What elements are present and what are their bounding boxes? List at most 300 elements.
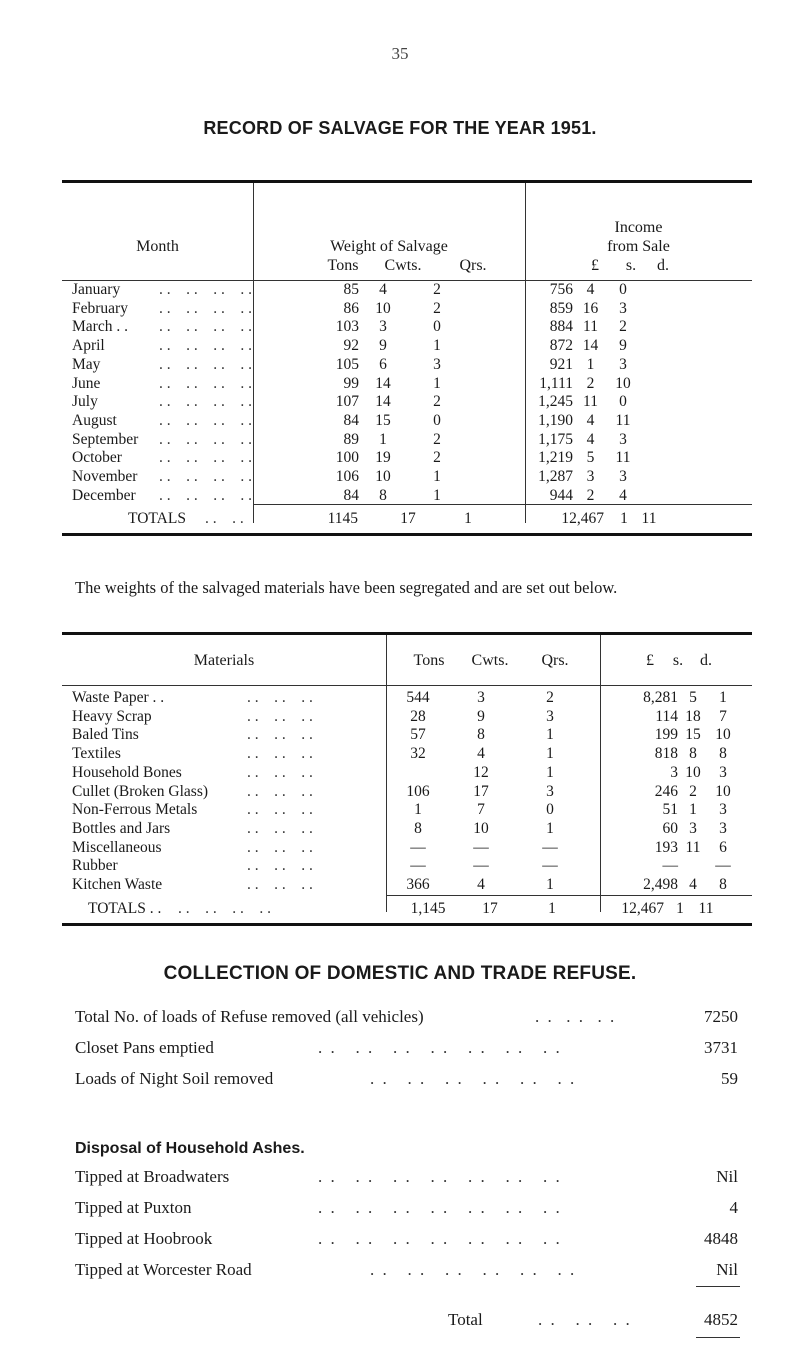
qrs-value: 2	[433, 299, 441, 317]
materials-header-d: d.	[700, 652, 712, 669]
header-qrs: Qrs.	[459, 257, 487, 274]
materials-totals-label: TOTALS . .	[88, 900, 162, 917]
materials-totals-cwts: 17	[482, 900, 498, 917]
header-income-1: Income	[614, 219, 663, 236]
cwts-value: 17	[473, 782, 489, 800]
ashes-total-label: Total	[448, 1310, 483, 1329]
materials-totals-qrs: 1	[548, 900, 556, 917]
ashes-line-worcester: Tipped at Worcester Road	[75, 1260, 252, 1279]
shillings-value: 1	[586, 355, 595, 373]
material-label: Bottles and Jars . . . . . .	[72, 819, 313, 837]
leader-dots: . . . . . . . .	[159, 449, 252, 467]
spacer	[738, 708, 752, 727]
ashes-line-puxton-dots: . . . . . . . . . . . . . .	[318, 1198, 562, 1217]
leader-dots: . . . . . . . .	[159, 468, 252, 486]
pounds-value: 1,175	[538, 430, 573, 448]
salvage-totals-qrs: 1	[464, 510, 472, 527]
qrs-value: 1	[546, 819, 554, 837]
pounds-value: 1,245	[538, 393, 573, 411]
ashes-value-worcester: Nil	[716, 1260, 738, 1279]
table-row	[72, 375, 752, 394]
pence-value: 10	[715, 726, 731, 744]
leader-dots: . . . . . .	[247, 838, 313, 856]
leader-dots: . . . . . . . .	[159, 355, 252, 373]
qrs-value: 1	[546, 876, 554, 894]
leader-dots: . . . . . . . .	[159, 299, 252, 317]
ashes-total-rule	[696, 1286, 740, 1287]
leader-dots: . . . . . .	[247, 801, 313, 819]
pence-value: 11	[615, 449, 631, 467]
shillings-value: 5	[586, 449, 595, 467]
materials-totals-d: 11	[698, 900, 714, 917]
spacer	[638, 449, 752, 468]
materials-header-pounds: £	[646, 652, 654, 669]
leader-dots: . . . . . . . .	[159, 486, 252, 504]
ashes-title: Disposal of Household Ashes.	[75, 1140, 305, 1157]
salvage-totals-label: TOTALS	[128, 510, 186, 527]
cwts-value: 9	[379, 337, 387, 355]
month-label: June . . . . . . . .	[72, 374, 252, 392]
spacer	[638, 431, 752, 450]
ashes-total-underline	[696, 1337, 740, 1338]
cwts-value: 14	[375, 393, 391, 411]
pounds-value: 944	[549, 486, 573, 504]
table-row	[72, 300, 752, 319]
pence-value: 3	[719, 819, 727, 837]
tons-value: 8	[414, 819, 422, 837]
pence-value: 0	[619, 281, 627, 298]
materials-totals-s: 1	[676, 900, 684, 917]
materials-totals-dots: . . . . . . . .	[178, 900, 271, 917]
tons-value: 86	[343, 299, 359, 317]
pence-value: 10	[715, 782, 731, 800]
pence-value: 6	[719, 838, 727, 856]
salvage-totals-s: 1	[620, 510, 628, 527]
table-row	[72, 839, 752, 858]
pence-value: 11	[615, 411, 631, 429]
cwts-value: 15	[375, 411, 391, 429]
month-label: March . . . . . . . . . .	[72, 318, 252, 336]
pence-value: 3	[619, 355, 627, 373]
intro-paragraph: The weights of the salvaged materials have been segregated and are set out below.	[75, 578, 618, 597]
tons-value: 28	[410, 707, 426, 725]
material-label: Cullet (Broken Glass) . . . . . .	[72, 782, 313, 800]
tons-value: —	[410, 857, 426, 875]
qrs-value: 3	[433, 355, 441, 373]
materials-header-s: s.	[672, 652, 684, 669]
shillings-value: 3	[689, 819, 697, 837]
shillings-value: 15	[685, 726, 701, 744]
tons-value: 85	[343, 281, 359, 298]
shillings-value: 11	[583, 393, 598, 411]
spacer	[638, 356, 752, 375]
shillings-value: 1	[689, 801, 697, 819]
materials-header-materials: Materials	[193, 652, 255, 669]
leader-dots: . . . . . . . .	[159, 393, 252, 411]
cwts-value: 6	[379, 355, 387, 373]
leader-dots: . . . . . . . .	[159, 411, 252, 429]
shillings-value: 14	[582, 337, 599, 355]
header-cwts: Cwts.	[384, 257, 422, 274]
table-row	[72, 764, 752, 783]
pence-value: 3	[719, 801, 727, 819]
qrs-value: 0	[433, 411, 441, 429]
shillings-value: 10	[685, 763, 701, 781]
spacer	[738, 801, 752, 820]
shillings-value: 4	[586, 430, 595, 448]
shillings-value: 11	[685, 838, 701, 856]
spacer	[638, 281, 752, 300]
pounds-value: 884	[549, 318, 573, 336]
pounds-value: 1,190	[538, 411, 573, 429]
spacer	[638, 412, 752, 431]
pence-value: 3	[719, 763, 727, 781]
cwts-value: —	[473, 838, 489, 856]
spacer	[738, 839, 752, 858]
pounds-value: —	[662, 857, 678, 875]
materials-header-cwts: Cwts.	[471, 652, 509, 669]
cwts-value: 19	[375, 449, 391, 467]
pounds-value: 51	[662, 801, 678, 819]
month-label: August . . . . . . . .	[72, 411, 252, 429]
salvage-top-rule	[62, 180, 752, 183]
spacer	[738, 764, 752, 783]
table-row	[72, 449, 752, 468]
cwts-value: 10	[375, 299, 391, 317]
refuse-line-loads-dots: . . . . . .	[535, 1007, 617, 1026]
pence-value: 2	[619, 318, 627, 336]
qrs-value: 2	[433, 393, 441, 411]
month-label: July . . . . . . . .	[72, 393, 252, 411]
qrs-value: 3	[546, 782, 554, 800]
qrs-value: 0	[433, 318, 441, 336]
material-label: Kitchen Waste . . . . . .	[72, 876, 313, 894]
tons-value: 107	[335, 393, 359, 411]
qrs-value: —	[542, 857, 558, 875]
ashes-value-puxton: 4	[729, 1198, 738, 1217]
materials-table	[72, 689, 752, 895]
refuse-value-loads: 7250	[704, 1007, 738, 1026]
shillings-value: 2	[689, 782, 697, 800]
leader-dots: . . . . . .	[247, 689, 313, 706]
spacer	[638, 487, 752, 506]
table-row	[72, 783, 752, 802]
pounds-value: 60	[662, 819, 678, 837]
leader-dots: . . . . . . . .	[159, 281, 252, 298]
month-label: January . . . . . . . .	[72, 281, 252, 298]
qrs-value: 1	[546, 745, 554, 763]
salvage-bottom-rule	[62, 533, 752, 536]
ashes-line-broadwaters: Tipped at Broadwaters	[75, 1167, 230, 1186]
cwts-value: —	[473, 857, 489, 875]
table-row	[72, 801, 752, 820]
header-pence: d.	[657, 257, 669, 274]
header-income-2: from Sale	[607, 238, 670, 255]
cwts-value: 1	[379, 430, 387, 448]
month-label: September . . . . . . . .	[72, 430, 252, 448]
month-label: April . . . . . . . .	[72, 337, 252, 355]
pence-value: 3	[619, 468, 627, 486]
salvage-totals-dots: . . . .	[205, 510, 244, 527]
month-label: November . . . . . . . .	[72, 468, 252, 486]
refuse-value-closet: 3731	[704, 1038, 738, 1057]
material-label: Textiles . . . . . .	[72, 745, 313, 763]
spacer	[738, 745, 752, 764]
table-row	[72, 745, 752, 764]
materials-top-rule	[62, 632, 752, 635]
materials-totals-pounds: 12,467	[621, 900, 664, 917]
table-row	[72, 412, 752, 431]
material-label: Rubber . . . . . .	[72, 857, 313, 875]
shillings-value: 8	[689, 745, 697, 763]
table-row	[72, 689, 752, 708]
leader-dots: . . . . . . . .	[159, 430, 252, 448]
materials-bottom-rule	[62, 923, 752, 926]
pounds-value: 859	[549, 299, 573, 317]
page-number: 35	[391, 44, 409, 63]
spacer	[638, 337, 752, 356]
material-label: Baled Tins . . . . . .	[72, 726, 313, 744]
tons-value: 1	[414, 801, 422, 819]
salvage-total-rule-weight	[253, 504, 525, 505]
header-shillings: s.	[625, 257, 637, 274]
shillings-value: 18	[685, 707, 701, 725]
refuse-line-closet-dots: . . . . . . . . . . . . . .	[318, 1038, 562, 1057]
tons-value: 544	[406, 689, 430, 706]
tons-value: 99	[343, 374, 359, 392]
salvage-total-rule-income	[525, 504, 752, 505]
tons-value: —	[410, 838, 426, 856]
pounds-value: 1,219	[538, 449, 573, 467]
salvage-title: RECORD OF SALVAGE FOR THE YEAR 1951.	[203, 118, 597, 138]
qrs-value: 1	[433, 337, 441, 355]
pence-value: 8	[719, 876, 727, 894]
material-label: Heavy Scrap . . . . . .	[72, 707, 313, 725]
spacer	[738, 857, 752, 876]
refuse-line-closet: Closet Pans emptied	[75, 1038, 214, 1057]
materials-header-qrs: Qrs.	[541, 652, 569, 669]
pence-value: 1	[719, 689, 727, 706]
cwts-value: 14	[375, 374, 391, 392]
qrs-value: 1	[433, 468, 441, 486]
table-row	[72, 820, 752, 839]
salvage-table	[72, 281, 752, 505]
shillings-value: 16	[582, 299, 599, 317]
pounds-value: 193	[654, 838, 678, 856]
table-row	[72, 281, 752, 300]
month-label: October . . . . . . . .	[72, 449, 252, 467]
pounds-value: 246	[654, 782, 678, 800]
spacer	[738, 726, 752, 745]
qrs-value: 2	[433, 449, 441, 467]
material-label: Miscellaneous . . . . . .	[72, 838, 313, 856]
spacer	[638, 300, 752, 319]
leader-dots: . . . . . .	[247, 876, 313, 894]
month-label: December . . . . . . . .	[72, 486, 252, 504]
salvage-totals-pounds: 12,467	[561, 510, 604, 527]
pounds-value: 8,281	[643, 689, 678, 706]
shillings-value: 4	[586, 411, 595, 429]
qrs-value: 0	[546, 801, 554, 819]
header-month: Month	[136, 238, 179, 255]
cwts-value: 3	[379, 318, 387, 336]
qrs-value: 1	[433, 486, 441, 504]
spacer	[638, 468, 752, 487]
spacer	[638, 318, 752, 337]
pounds-value: 872	[549, 337, 573, 355]
pounds-value: 756	[549, 281, 573, 298]
month-label: February . . . . . . . .	[72, 299, 252, 317]
pounds-value: 921	[549, 355, 573, 373]
leader-dots: . . . . . .	[247, 782, 313, 800]
qrs-value: 3	[546, 707, 554, 725]
shillings-value: 2	[586, 374, 595, 392]
table-row	[72, 337, 752, 356]
pence-value: —	[715, 857, 731, 875]
leader-dots: . . . . . .	[247, 819, 313, 837]
material-label: Household Bones . . . . . .	[72, 763, 313, 781]
qrs-value: 2	[546, 689, 554, 706]
pence-value: 3	[619, 299, 627, 317]
cwts-value: 7	[477, 801, 485, 819]
refuse-line-loads: Total No. of loads of Refuse removed (all vehicles)	[75, 1007, 424, 1026]
month-label: May . . . . . . . .	[72, 355, 252, 373]
salvage-totals-d: 11	[641, 510, 657, 527]
pence-value: 4	[619, 486, 627, 504]
leader-dots: . . . . . .	[247, 726, 313, 744]
materials-total-rule-income	[600, 895, 752, 896]
table-row	[72, 857, 752, 876]
leader-dots: . . . . . . . .	[159, 374, 252, 392]
leader-dots: . . . . . . . .	[159, 337, 252, 355]
material-label: Non-Ferrous Metals . . . . . .	[72, 801, 313, 819]
table-row	[72, 431, 752, 450]
ashes-line-hoobrook-dots: . . . . . . . . . . . . . .	[318, 1229, 562, 1248]
tons-value: 32	[410, 745, 426, 763]
table-row	[72, 726, 752, 745]
tons-value: 106	[335, 468, 359, 486]
tons-value: 103	[335, 318, 359, 336]
header-pounds: £	[591, 257, 599, 274]
pounds-value: 3	[670, 763, 678, 781]
table-row	[72, 318, 752, 337]
leader-dots: . . . . . .	[247, 745, 313, 763]
pounds-value: 114	[655, 707, 678, 725]
pence-value: 3	[619, 430, 627, 448]
materials-totals-tons: 1,145	[410, 900, 446, 917]
spacer	[738, 820, 752, 839]
pounds-value: 818	[654, 745, 678, 763]
qrs-value: 2	[433, 430, 441, 448]
shillings-value: 3	[586, 468, 595, 486]
refuse-line-nightsoil-dots: . . . . . . . . . . . .	[370, 1069, 577, 1088]
leader-dots: . . . . . .	[247, 707, 313, 725]
spacer	[638, 375, 752, 394]
tons-value: 89	[343, 430, 359, 448]
ashes-line-hoobrook: Tipped at Hoobrook	[75, 1229, 213, 1248]
cwts-value: 4	[477, 876, 485, 894]
tons-value: 92	[343, 337, 359, 355]
spacer	[738, 783, 752, 802]
spacer	[738, 876, 752, 895]
cwts-value: 4	[379, 281, 387, 298]
pence-value: 7	[719, 707, 727, 725]
materials-total-rule-weight	[386, 895, 600, 896]
cwts-value: 8	[379, 486, 387, 504]
cwts-value: 9	[477, 707, 485, 725]
tons-value: 105	[335, 355, 359, 373]
spacer	[638, 393, 752, 412]
tons-value: 100	[335, 449, 359, 467]
pounds-value: 1,111	[539, 374, 573, 392]
cwts-value: 8	[477, 726, 485, 744]
ashes-total-dots: . . . . . .	[538, 1310, 632, 1329]
refuse-line-nightsoil: Loads of Night Soil removed	[75, 1069, 274, 1088]
qrs-value: —	[542, 838, 558, 856]
leader-dots: . . . . . . . .	[159, 318, 252, 336]
ashes-line-puxton: Tipped at Puxton	[75, 1198, 192, 1217]
pence-value: 10	[615, 374, 631, 392]
tons-value	[386, 764, 450, 783]
pence-value: 8	[719, 745, 727, 763]
ashes-total-value: 4852	[704, 1310, 738, 1329]
table-row	[72, 393, 752, 412]
shillings-value	[678, 857, 708, 876]
tons-value: 84	[343, 486, 359, 504]
salvage-totals-cwts: 17	[400, 510, 416, 527]
cwts-value: 10	[375, 468, 391, 486]
shillings-value: 2	[586, 486, 595, 504]
table-row	[72, 708, 752, 727]
qrs-value: 1	[546, 726, 554, 744]
refuse-value-nightsoil: 59	[721, 1069, 738, 1088]
shillings-value: 5	[689, 689, 697, 706]
table-row	[72, 468, 752, 487]
pence-value: 9	[619, 337, 627, 355]
tons-value: 57	[410, 726, 426, 744]
shillings-value: 4	[689, 876, 697, 894]
tons-value: 366	[406, 876, 430, 894]
shillings-value: 4	[586, 281, 595, 298]
pence-value: 0	[619, 393, 627, 411]
cwts-value: 12	[473, 763, 489, 781]
spacer	[738, 689, 752, 708]
pounds-value: 199	[654, 726, 678, 744]
cwts-value: 10	[473, 819, 489, 837]
materials-header-tons: Tons	[413, 652, 445, 669]
table-row	[72, 876, 752, 895]
pounds-value: 2,498	[643, 876, 678, 894]
cwts-value: 3	[477, 689, 485, 706]
ashes-line-worcester-dots: . . . . . . . . . . . .	[370, 1260, 577, 1279]
ashes-line-broadwaters-dots: . . . . . . . . . . . . . .	[318, 1167, 562, 1186]
material-label: Waste Paper . . . . . . . .	[72, 689, 313, 706]
refuse-title: COLLECTION OF DOMESTIC AND TRADE REFUSE.	[163, 963, 637, 984]
table-row	[72, 487, 752, 506]
qrs-value: 2	[433, 281, 441, 298]
leader-dots: . . . . . .	[247, 763, 313, 781]
shillings-value: 11	[583, 318, 598, 336]
pounds-value: 1,287	[538, 468, 573, 486]
materials-header-rule	[62, 685, 752, 686]
ashes-value-broadwaters: Nil	[716, 1167, 738, 1186]
qrs-value: 1	[433, 374, 441, 392]
cwts-value: 4	[477, 745, 485, 763]
leader-dots: . . . . . .	[247, 857, 313, 875]
tons-value: 84	[343, 411, 359, 429]
ashes-value-hoobrook: 4848	[704, 1229, 738, 1248]
header-weight: Weight of Salvage	[330, 238, 448, 255]
